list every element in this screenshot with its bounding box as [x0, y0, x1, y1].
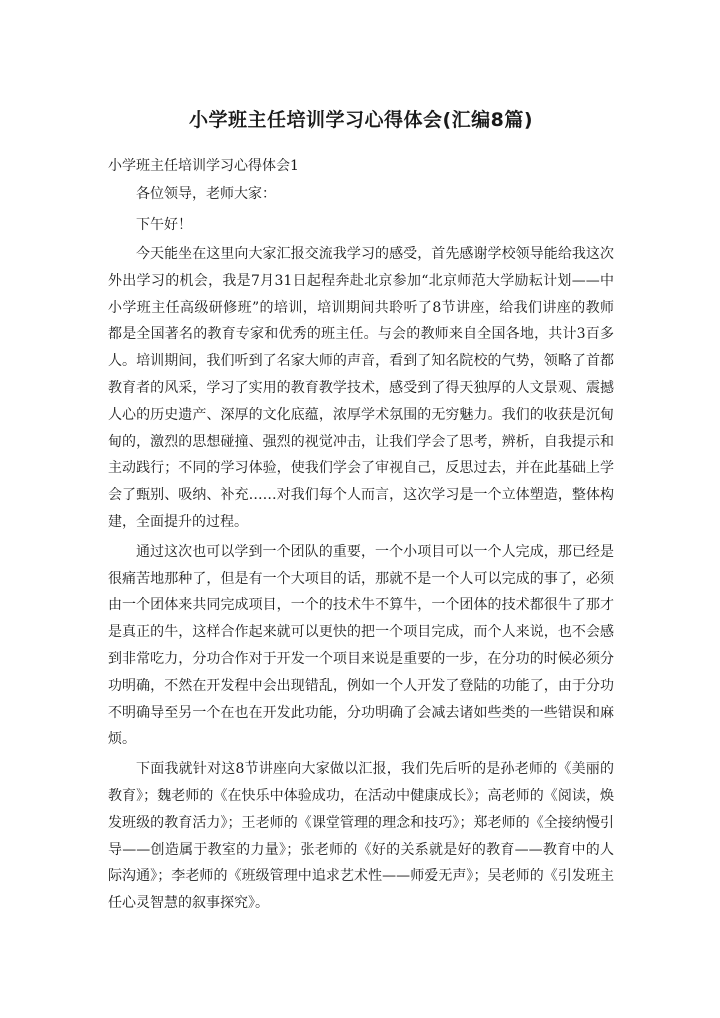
document-title: 小学班主任培训学习心得体会(汇编8篇) — [188, 109, 534, 131]
greeting-line: 下午好！ — [136, 217, 192, 233]
section-heading: 小学班主任培训学习心得体会1 — [108, 158, 299, 174]
greeting-line: 各位领导，老师大家： — [136, 186, 276, 202]
body-paragraph: 下面我就针对这8节讲座向大家做以汇报，我们先后听的是孙老师的《美丽的教育》；魏老师的《在快乐中体验成功，在活动中健康成长》；高老师的《阅读，焕发班级的教育活力》；王老师的《课堂管理的理念和技巧》；郑老师的《全接纳慢引导——创造属于教室的力量》；张老师的《好的关系就是好的教育——教育中的人际沟通》；李老师的《班级管理中追求艺术性——师爱无声》；吴老师的《引发班主任心灵智慧的叙事探究》。 — [108, 761, 614, 912]
body-paragraph: 通过这次也可以学到一个团队的重要，一个小项目可以一个人完成，那已经是很痛苦地那种了，但是有一个大项目的话，那就不是一个人可以完成的事了，必须由一个团体来共同完成项目，一个的技术牛不算牛，一个团体的技术都很牛了那才是真正的牛，这样合作起来就可以更快的把一个项目完成，而个人来说，也不会感到非常吃力，分功合作对于开发一个项目来说是重要的一步，在分功的时候必须分功明确，不然在开发程中会出现错乱，例如一个人开发了登陆的功能了，由于分功不明确导至另一个在也在开发此功能，分功明确了会减去诸如些类的一些错误和麻烦。 — [108, 543, 614, 748]
body-paragraph: 今天能坐在这里向大家汇报交流我学习的感受，首先感谢学校领导能给我这次外出学习的机会，我是7月31日起程奔赴北京参加“北京师范大学励耘计划——中小学班主任高级研修班”的培训，培训期间共聆听了8节讲座，给我们讲座的教师都是全国著名的教育专家和优秀的班主任。与会的教师来自全国各地，共计3百多人。培训期间，我们听到了名家大师的声音，看到了知名院校的气势，领略了首都教育者的风采，学习了实用的教育教学技术，感受到了得天独厚的人文景观、震撼人心的历史遗产、深厚的文化底蕴，浓厚学术氛围的无穷魅力。我们的收获是沉甸甸的，激烈的思想碰撞、强烈的视觉冲击，让我们学会了思考，辨析，自我提示和主动践行；不同的学习体验，使我们学会了审视自己，反思过去，并在此基础上学会了甄别、吸纳、补充……对我们每个人而言，这次学习是一个立体塑造，整体构建，全面提升的过程。 — [108, 246, 614, 530]
